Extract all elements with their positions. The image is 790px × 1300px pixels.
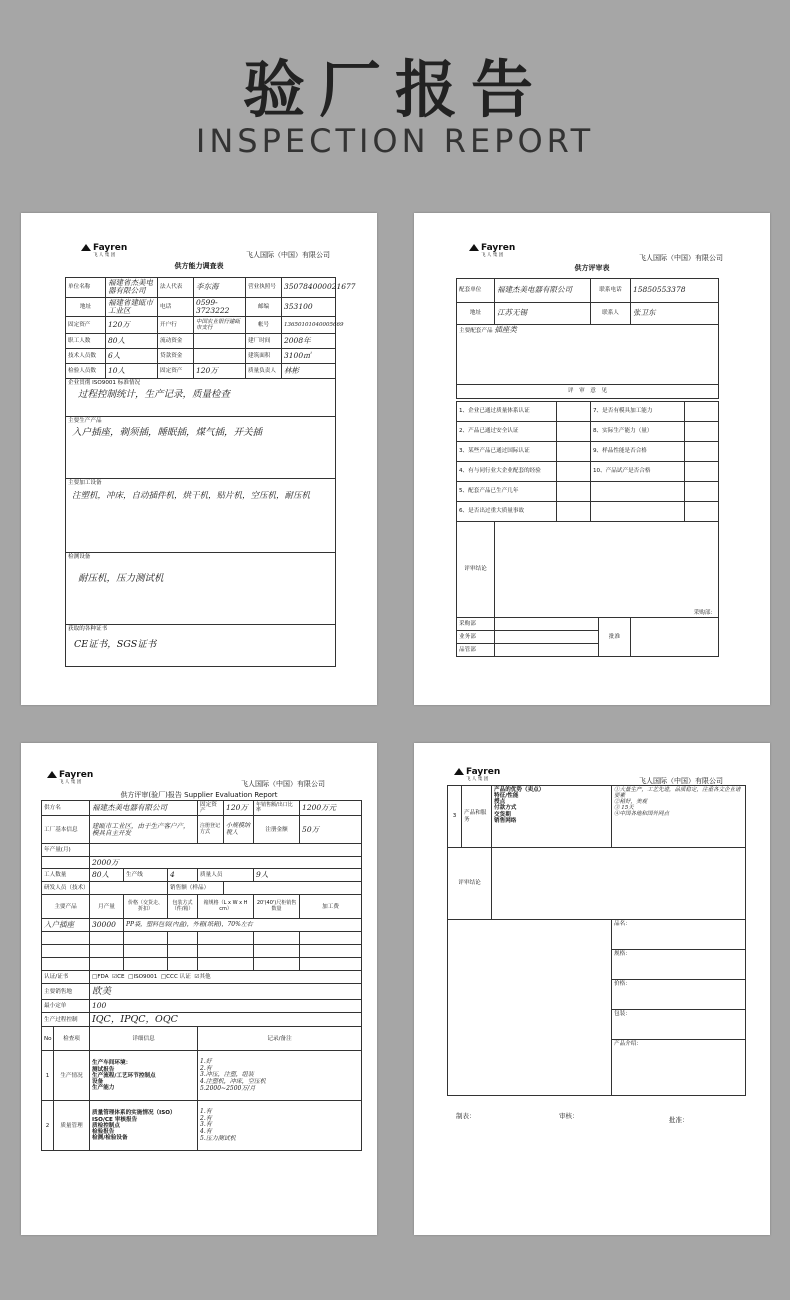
- label: 联系电话: [591, 279, 631, 303]
- supplier-capability-sheet: [21, 213, 377, 705]
- value: 120万: [224, 801, 254, 816]
- value: 13650101040005669: [282, 317, 336, 334]
- label: 贷款资金: [158, 349, 194, 364]
- fayren-logo: Fayren 飞 人 集 团: [469, 243, 515, 258]
- question: 4、有与同行业大企业配套的经验: [457, 462, 557, 482]
- value: 福建杰美电器有限公司: [90, 801, 198, 816]
- value: IQC，IPQC，OQC: [90, 1013, 362, 1027]
- value: 福建省杰美电器有限公司: [106, 278, 158, 298]
- opinion-header: 评 审 意 见: [457, 385, 719, 399]
- note: 1.好 2.有 3.冲压，注塑，组装 4.注塑机，冲床，空压机 5.2000~2500万/月: [198, 1051, 362, 1101]
- label: 职工人数: [66, 334, 106, 349]
- form-title: 供方评审表: [574, 264, 610, 272]
- label: 质量负责人: [246, 364, 282, 379]
- approve-label: 批准: [599, 618, 631, 657]
- evaluation-report-sheet: [21, 743, 377, 1235]
- label: 邮编: [246, 297, 282, 317]
- value: 小规模纳税人: [224, 816, 254, 844]
- value: 2000万: [90, 857, 362, 869]
- label: 生产情况: [54, 1051, 90, 1101]
- label: 供方名: [42, 801, 90, 816]
- label: 3: [448, 786, 462, 848]
- fayren-logo: Fayren 飞 人 集 团: [454, 767, 500, 782]
- label: 单位名称: [66, 278, 106, 298]
- label: 固定资产: [66, 317, 106, 334]
- label: 认证/证书: [42, 971, 90, 984]
- label: 营业执照号: [246, 278, 282, 298]
- label: 工厂基本信息: [42, 816, 90, 844]
- label: 检验人员数: [66, 364, 106, 379]
- label: 固定资产: [158, 364, 194, 379]
- value: 林彬: [282, 364, 336, 379]
- value: 张卫东: [631, 303, 719, 325]
- detail: 质量管理体系的实施情况（ISO） ISO/CE 审核报告 质检控制点 检验报告 检测/检验设备: [90, 1101, 198, 1151]
- label: 电话: [158, 297, 194, 317]
- label: 箱规格（L x W x H cm）: [198, 895, 254, 919]
- evaluation-table-2: [447, 785, 746, 1096]
- value: 100: [90, 1000, 362, 1013]
- logo-mark-icon: [469, 244, 479, 251]
- logo-mark-icon: [47, 771, 57, 778]
- label: 产品和服务: [462, 786, 492, 848]
- value: 120万: [194, 364, 246, 379]
- value: 353100: [282, 297, 336, 317]
- label: 20'(40')尺柜销售数量: [254, 895, 300, 919]
- label: 地址: [66, 297, 106, 317]
- buyer-label: 采购部：: [495, 522, 719, 618]
- company-name: 飞人国际（中国）有限公司: [241, 780, 325, 788]
- value: 江苏无锡: [495, 303, 591, 325]
- test-equipment-value: 耐压机，压力测试机: [78, 573, 164, 585]
- label: 注册金额: [254, 816, 300, 844]
- label: 技术人员数: [66, 349, 106, 364]
- value: 欧美: [90, 984, 362, 1000]
- products-value: 入户插座，剃须插，睡眠插，煤气插，开关插: [72, 427, 263, 439]
- label: 价格（交货走、折扣）: [124, 895, 168, 919]
- question: 5、配套产品已生产几年: [457, 482, 557, 502]
- label: 1: [42, 1051, 54, 1101]
- certificates-value: CE证书，SGS证书: [74, 639, 157, 651]
- label: 流动资金: [158, 334, 194, 349]
- value: 10人: [106, 364, 158, 379]
- label: 最小定单: [42, 1000, 90, 1013]
- question: 8、实际生产能力（量）: [591, 422, 685, 442]
- label: 检查项: [54, 1027, 90, 1051]
- value: 2008年: [282, 334, 336, 349]
- question: 10、产品试产是否合格: [591, 462, 685, 482]
- main-products-value: 插座类: [494, 325, 517, 334]
- value: 1200万元: [300, 801, 362, 816]
- label: 规格：: [612, 950, 746, 980]
- made-by-label: 制表：: [456, 1112, 476, 1120]
- label: 开户行: [158, 317, 194, 334]
- iso-value: 过程控制统计，生产记录，质量检查: [78, 389, 231, 401]
- value: 120万: [106, 317, 158, 334]
- form-title: 供方评审(验厂)报告 Supplier Evaluation Report: [120, 791, 278, 799]
- value: 中国农业银行建瓯市支行: [194, 317, 246, 334]
- label: 法人代表: [158, 278, 194, 298]
- question: 2、产品已通过安全认证: [457, 422, 557, 442]
- value: 福建杰美电器有限公司: [495, 279, 591, 303]
- company-name: 飞人国际（中国）有限公司: [246, 251, 330, 259]
- note: 1.有 2.有 3.有 4.有 5.压力测试机: [198, 1101, 362, 1151]
- value: 80人: [90, 869, 124, 882]
- fayren-logo: Fayren 飞 人 集 团: [47, 770, 93, 785]
- label: 业务部: [457, 631, 495, 644]
- label: 工人数量: [42, 869, 90, 882]
- label: 采购部: [457, 618, 495, 631]
- supplier-review-sheet: [414, 213, 770, 705]
- value: 福建省建瓯市工业区: [106, 297, 158, 317]
- main-products-label: 主要配套产品: [459, 328, 493, 334]
- evaluation-report-page-2: [414, 743, 770, 1235]
- note: ①大量生产，工艺先进，品质稳定，注重各文企业诸要素 ②稍好，美观 ③ 15天 ④中国各地和国外网点: [612, 786, 746, 848]
- evaluation-table: 供方名 福建杰美电器有限公司 固定资产 120万 年销售额/出口比率 1200万元 工厂基本信息 建瓯市工业区，由于生产客户产，模具自主开发 注册登记方式 小规模纳税人 注册金额 50万 年产量(月) 2000万 工人数量 80人 生产线 4 质量人员 9人 研发人员（技术） 销售额（样品） 主要产品 月产量 价格（交货走、折扣） 包装方式（件/箱） 箱规格（L x W x H cm） 20'(40')尺柜销售数量 加工费 入户插座 30000 PP袋，塑料包装(内盒)，外箱(纸箱)，70%左右 认证/证书 □FDA ☑CE □ISO9001 □CCC 认证 ☑其他 主要销售地 欧美 最小定单 100 生产过程控制 IQC，IPQC，OQC No 检查项 详细信息 记录/备注 1 生产情况 生产车间环境： 测试报告 生产流程/工艺环节控制点 设备 生产能力 1.好 2.有 3.冲压，注塑，组装 4.注塑机，冲床，空压机 5.2000~2500万/月 2 质量管理 质量管理体系的实施情况（ISO） ISO/CE 审核报告 质检控制点 检验报告 检测/检验设备 1.有 2.有 3.有 4.有 5.压力测试机: [41, 800, 362, 1151]
- report-title: 验厂报告: [242, 53, 547, 126]
- review-questions: [456, 401, 719, 522]
- conclusion-label: 评审结论: [457, 522, 495, 618]
- company-name: 飞人国际（中国）有限公司: [639, 254, 723, 262]
- label: 品管部: [457, 644, 495, 657]
- label: 研发人员（技术）: [42, 882, 90, 895]
- label: 产品介绍：: [612, 1040, 746, 1096]
- label: 建厂时间: [246, 334, 282, 349]
- question: 1、企业已通过质量体系认证: [457, 402, 557, 422]
- label: 建筑面积: [246, 349, 282, 364]
- value: 15850553378: [631, 279, 719, 303]
- form-title: 供方能力调查表: [174, 262, 224, 270]
- label: 固定资产: [198, 801, 224, 816]
- label: 主要产品: [42, 895, 90, 919]
- review-table: [456, 278, 719, 399]
- label: 加工费: [300, 895, 362, 919]
- question: 7、是否有模具加工能力: [591, 402, 685, 422]
- label: 地址: [457, 303, 495, 325]
- products-label: 主要生产产品: [68, 418, 102, 424]
- label: 帐号: [246, 317, 282, 334]
- label: 销售额（样品）: [168, 882, 224, 895]
- value: 80人: [106, 334, 158, 349]
- question: 3、某些产品已通过国际认证: [457, 442, 557, 462]
- label: 生产过程控制: [42, 1013, 90, 1027]
- label: 质量人员: [198, 869, 254, 882]
- label: 年产量(月): [42, 844, 90, 857]
- label: 价格：: [612, 980, 746, 1010]
- detail: 产品的优势（卖点） 特征/性能 授点 付款方式 交货期 销售网络: [492, 786, 612, 848]
- fayren-logo: Fayren 飞 人 集 团: [81, 243, 127, 258]
- test-equipment-label: 检测设备: [68, 554, 91, 560]
- label: 年销售额/出口比率: [254, 801, 300, 816]
- question: 6、是否出过重大质量事故: [457, 502, 557, 522]
- label: 记录/备注: [198, 1027, 362, 1051]
- reviewed-by-label: 审核：: [559, 1112, 579, 1120]
- value: 350784000021677: [282, 278, 336, 298]
- logo-mark-icon: [81, 244, 91, 251]
- label: 联系人: [591, 303, 631, 325]
- detail: 生产车间环境： 测试报告 生产流程/工艺环节控制点 设备 生产能力: [90, 1051, 198, 1101]
- label: 包装：: [612, 1010, 746, 1040]
- value: 建瓯市工业区，由于生产客户产，模具自主开发: [90, 816, 198, 844]
- certificates-label: 获取的各种证书: [68, 626, 108, 632]
- label: 质量管理: [54, 1101, 90, 1151]
- report-subtitle: INSPECTION REPORT: [195, 122, 595, 160]
- label: No: [42, 1027, 54, 1051]
- value: 9人: [254, 869, 362, 882]
- label: 月产量: [90, 895, 124, 919]
- label: 注册登记方式: [198, 816, 224, 844]
- label: 配套单位: [457, 279, 495, 303]
- iso-label: 企业贯彻 ISO9001 标准情况: [68, 380, 141, 386]
- value: PP袋，塑料包装(内盒)，外箱(纸箱)，70%左右: [124, 919, 362, 932]
- approved-by-label: 批准：: [669, 1116, 689, 1124]
- value: 50万: [300, 816, 362, 844]
- value: 4: [168, 869, 198, 882]
- value: 6人: [106, 349, 158, 364]
- conclusion-label: 评审结论: [448, 848, 492, 920]
- label: 生产线: [124, 869, 168, 882]
- label: 包装方式（件/箱）: [168, 895, 198, 919]
- value: 30000: [90, 919, 124, 932]
- value: 3100㎡: [282, 349, 336, 364]
- value: 李东海: [194, 278, 246, 298]
- value: 入户插座: [42, 919, 90, 932]
- question: 9、样品性能是否合格: [591, 442, 685, 462]
- equipment-label: 主要加工设备: [68, 480, 102, 486]
- review-conclusion: [456, 521, 719, 657]
- logo-mark-icon: [454, 768, 464, 775]
- value: 0599-3723222: [194, 297, 246, 317]
- company-name: 飞人国际（中国）有限公司: [639, 777, 723, 785]
- capability-table: [65, 277, 356, 667]
- label: 详细信息: [90, 1027, 198, 1051]
- label: 主要销售地: [42, 984, 90, 1000]
- label: 2: [42, 1101, 54, 1151]
- label: 品名：: [612, 920, 746, 950]
- equipment-value: 注塑机，冲床，自动插件机，烘干机，贴片机，空压机，耐压机: [72, 491, 311, 502]
